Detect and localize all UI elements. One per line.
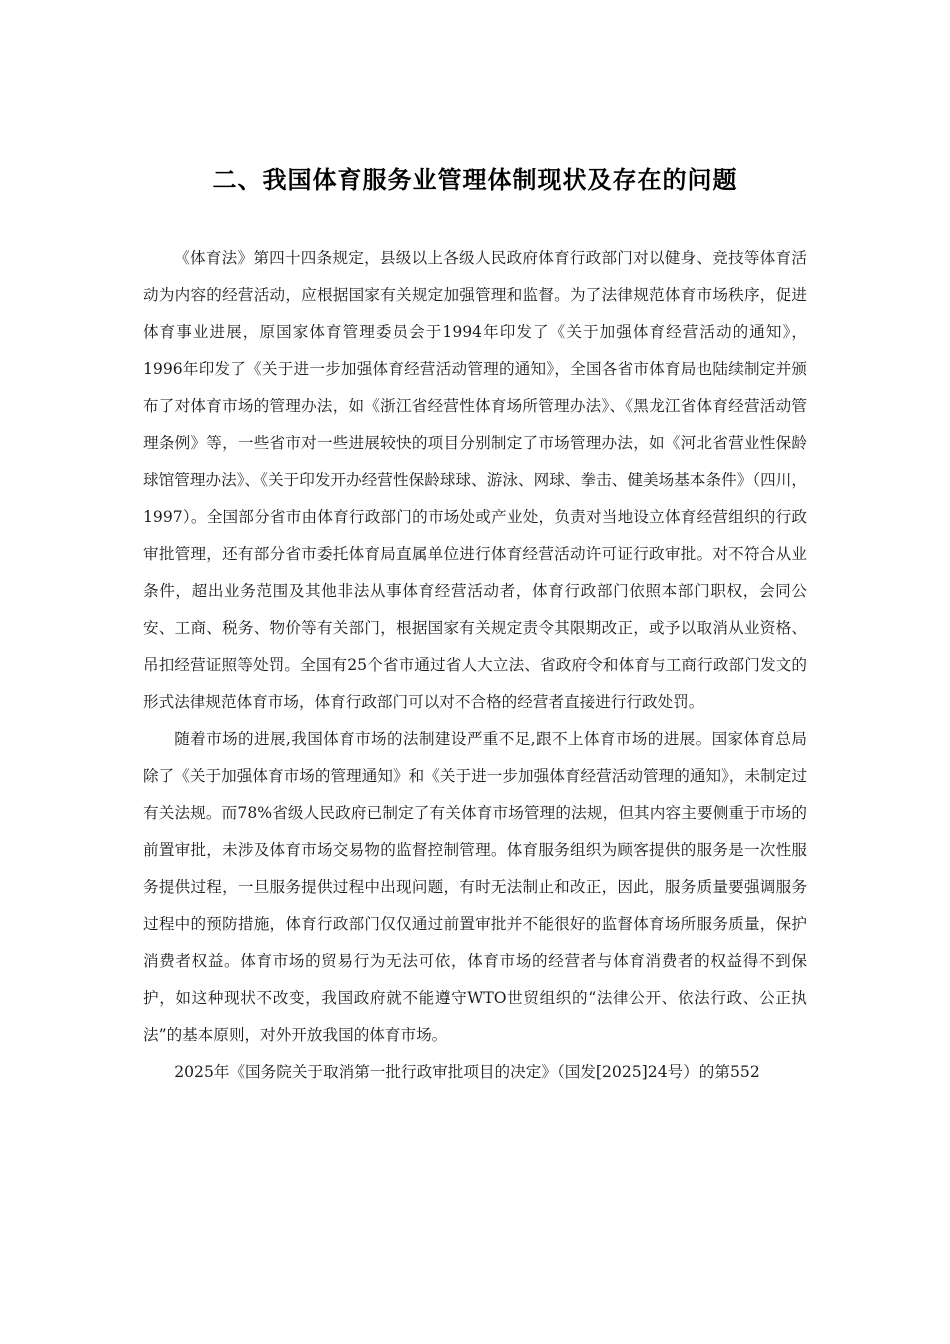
document-body (143, 240, 807, 1091)
paragraph-3: 2025年《国务院关于取消第一批行政审批项目的决定》（国发[2025]24号）的第552 (174, 1063, 760, 1081)
paragraph-1: 《体育法》第四十四条规定，县级以上各级人民政府体育行政部门对以健身、竞技等体育活动为内容的经营活动，应根据国家有关规定加强管理和监督。为了法律规范体育市场秩序，促进体育事业进展，原国家体育管理委员会于1994年印发了《关于加强体育经营活动的通知》，1996年印发了《关于进一步加强体育经营活动管理的通知》，全国各省市体育局也陆续制定并颁布了对体育市场的管理办法，如《浙江省经营性体育场所管理办法》、《黑龙江省体育经营活动管理条例》等，一些省市对一些进展较快的项目分别制定了市场管理办法，如《河北省营业性保龄球馆管理办法》、《关于印发开办经营性保龄球球、游泳、网球、拳击、健美场基本条件》（四川，1997）。全国部分省市由体育行政部门的市场处或产业处，负责对当地设立体育经营组织的行政审批管理，还有部分省市委托体育局直属单位进行体育经营活动许可证行政审批。对不符合从业条件，超出业务范围及其他非法从事体育经营活动者，体育行政部门依照本部门职权，会同公安、工商、税务、物价等有关部门，根据国家有关规定责令其限期改正，或予以取消从业资格、吊扣经营证照等处罚。全国有25个省市通过省人大立法、省政府令和体育与工商行政部门发文的形式法律规范体育市场，体育行政部门可以对不合格的经营者直接进行行政处罚。 (143, 249, 807, 711)
paragraph-2: 随着市场的进展,我国体育市场的法制建设严重不足,跟不上体育市场的进展。国家体育总局除了《关于加强体育市场的管理通知》和《关于进一步加强体育经营活动管理的通知》，未制定过有关法规。而78%省级人民政府已制定了有关体育市场管理的法规，但其内容主要侧重于市场的前置审批，未涉及体育市场交易物的监督控制管理。体育服务组织为顾客提供的服务是一次性服务提供过程，一旦服务提供过程中出现问题，有时无法制止和改正，因此，服务质量要强调服务过程中的预防措施，体育行政部门仅仅通过前置审批并不能很好的监督体育场所服务质量，保护消费者权益。体育市场的贸易行为无法可依，体育市场的经营者与体育消费者的权益得不到保护，如这种现状不改变，我国政府就不能遵守WTO世贸组织的“法律公开、依法行政、公正执法”的基本原则，对外开放我国的体育市场。 (143, 730, 807, 1044)
section-title: 二、我国体育服务业管理体制现状及存在的问题 (212, 166, 738, 194)
